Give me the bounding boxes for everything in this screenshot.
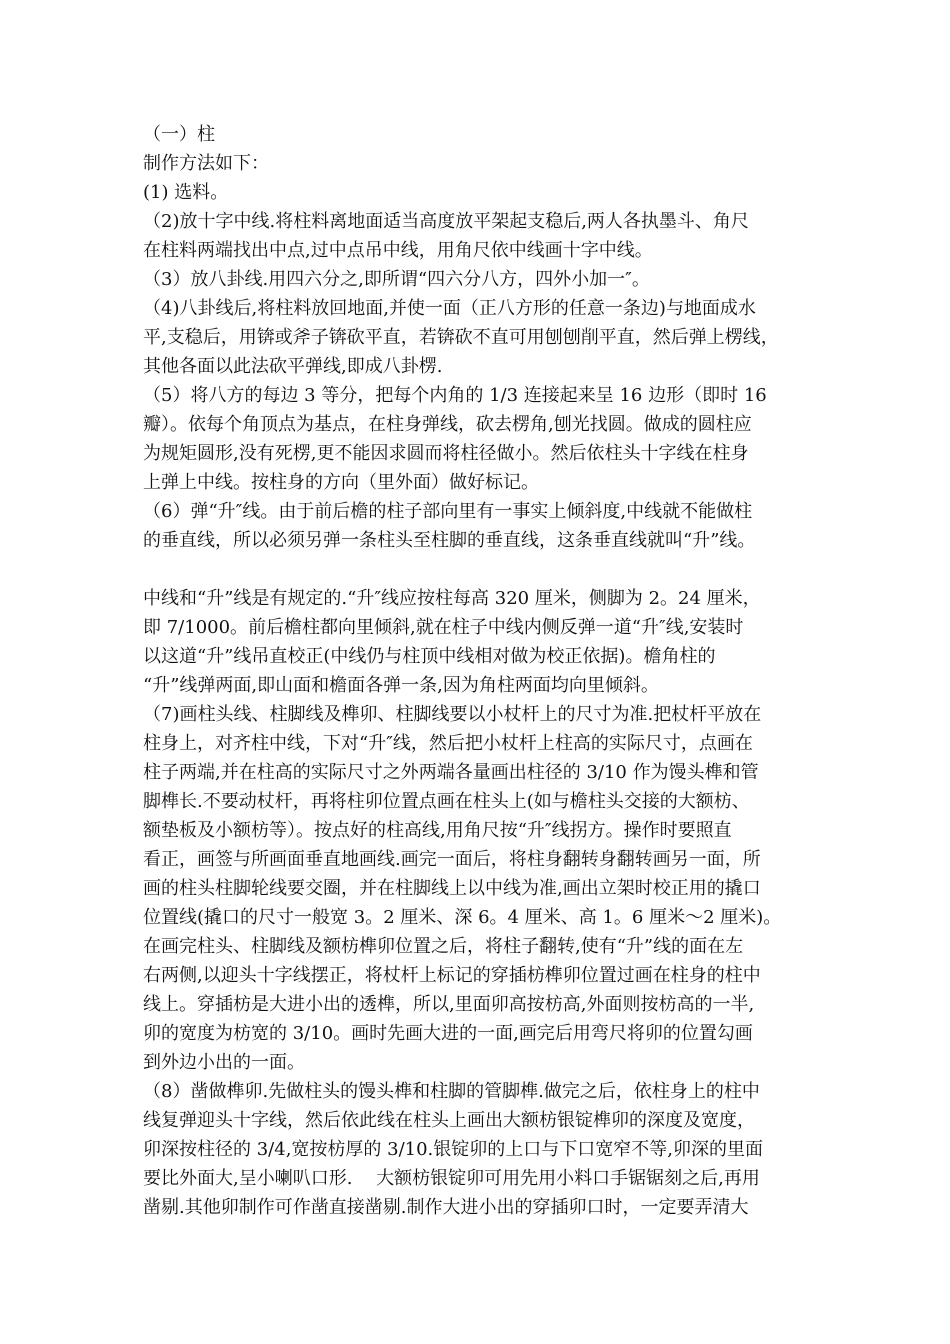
text-line: 在画完柱头、柱脚线及额枋榫卯位置之后，将柱子翻转,使有“升”线的面在左 [143, 936, 744, 957]
text-line: 到外边小出的一面。 [143, 1052, 305, 1073]
text-line: 以这道“升”线吊直校正(中线仍与柱顶中线相对做为校正依据)。檐角柱的 [143, 646, 716, 667]
text-line: 上弹上中线。按柱身的方向（里外面）做好标记。 [143, 472, 539, 493]
text-line: 看正，画签与所画面垂直地画线.画完一面后，将柱身翻转身翻转画另一面，所 [143, 849, 761, 870]
text-line: 右两侧,以迎头十字线摆正，将杖杆上标记的穿插枋榫卯位置过画在柱身的柱中 [143, 965, 761, 986]
text-line: （3）放八卦线.用四六分之,即所谓“四六分八方，四外小加一″。 [143, 269, 650, 290]
text-line: 即 7/1000。前后檐柱都向里倾斜,就在柱子中线内侧反弹一道“升″线,安装时 [143, 617, 744, 638]
text-line: （4)八卦线后,将柱料放回地面,并使一面（正八方形的任意一条边)与地面成水 [143, 298, 756, 319]
blank-line [143, 555, 823, 584]
text-line: 柱身上，对齐柱中线，下对“升″线，然后把小杖杆上柱高的实际尺寸，点画在 [143, 733, 753, 754]
text-line: 凿剔.其他卯制作可作凿直接凿剔.制作大进小出的穿插卯口时，一定要弄清大 [143, 1197, 749, 1218]
document-body [143, 120, 823, 1222]
text-line: 线复弹迎头十字线，然后依此线在柱头上画出大额枋银锭榫卯的深度及宽度， [143, 1110, 755, 1131]
text-line: 在柱料两端找出中点,过中点吊中线，用角尺依中线画十字中线。 [143, 240, 653, 261]
text-line: 平,支稳后，用锛或斧子锛砍平直，若锛砍不直可用刨刨削平直，然后弹上楞线， [143, 327, 779, 348]
text-line: 额垫板及小额枋等）。按点好的柱高线,用角尺按“升″线拐方。操作时要照直 [143, 820, 732, 841]
text-line: 位置线(撬口的尺寸一般宽 3。2 厘米、深 6。4 厘米、高 1。6 厘米～2 厘米)。 [143, 907, 782, 928]
text-line: “升”线弹两面,即山面和檐面各弹一条,因为角柱两面均向里倾斜。 [143, 675, 659, 696]
text-line: 柱子两端,并在柱高的实际尺寸之外两端各量画出柱径的 3/10 作为馒头榫和管 [143, 762, 759, 783]
text-line: 卯的宽度为枋宽的 3/10。画时先画大进的一面,画完后用弯尺将卯的位置勾画 [143, 1023, 753, 1044]
text-line: （8）凿做榫卯.先做柱头的馒头榫和柱脚的管脚榫.做完之后，依柱身上的柱中 [143, 1081, 760, 1102]
text-line: (1) 选料。 [143, 182, 229, 203]
text-line: 为规矩圆形,没有死楞,更不能因求圆而将柱径做小。然后依柱头十字线在柱身 [143, 443, 749, 464]
text-line: 线上。穿插枋是大进小出的透榫，所以,里面卯高按枋高,外面则按枋高的一半, [143, 994, 755, 1015]
text-line: 画的柱头柱脚轮线要交圈，并在柱脚线上以中线为准,画出立架时校正用的撬口 [143, 878, 761, 899]
text-line: 制作方法如下： [143, 153, 269, 174]
text-line: 瓣）。依每个角顶点为基点，在柱身弹线，砍去楞角,刨光找圆。做成的圆柱应 [143, 414, 752, 435]
text-line: 要比外面大,呈小喇叭口形. 大额枋银锭卯可用先用小料口手锯锯刻之后,再用 [143, 1168, 760, 1189]
text-line: （5）将八方的每边 3 等分，把每个内角的 1/3 连接起来呈 16 边形（即时 16 [143, 385, 767, 406]
section-heading: （一）柱 [143, 124, 215, 145]
text-line: 脚榫长.不要动杖杆，再将柱卯位置点画在柱头上(如与檐柱头交接的大额枋、 [143, 791, 750, 812]
text-line: 其他各面以此法砍平弹线,即成八卦楞. [143, 356, 443, 377]
text-line: （2)放十字中线.将柱料离地面适当高度放平架起支稳后,两人各执墨斗、角尺 [143, 211, 749, 232]
text-line: 中线和“升”线是有规定的.“升″线应按柱每高 320 厘米，侧脚为 2。24 厘米， [143, 588, 761, 609]
text-line: （7)画柱头线、柱脚线及榫卯、柱脚线要以小杖杆上的尺寸为准.把杖杆平放在 [143, 704, 762, 725]
text-line: （6）弹“升″线。由于前后檐的柱子部向里有一事实上倾斜度,中线就不能做柱 [143, 501, 753, 522]
text-line: 卯深按柱径的 3/4,宽按枋厚的 3/10.银锭卯的上口与下口宽窄不等,卯深的里面 [143, 1139, 763, 1160]
text-line: 的垂直线，所以必须另弹一条柱头至柱脚的垂直线，这条垂直线就叫“升”线。 [143, 530, 756, 551]
